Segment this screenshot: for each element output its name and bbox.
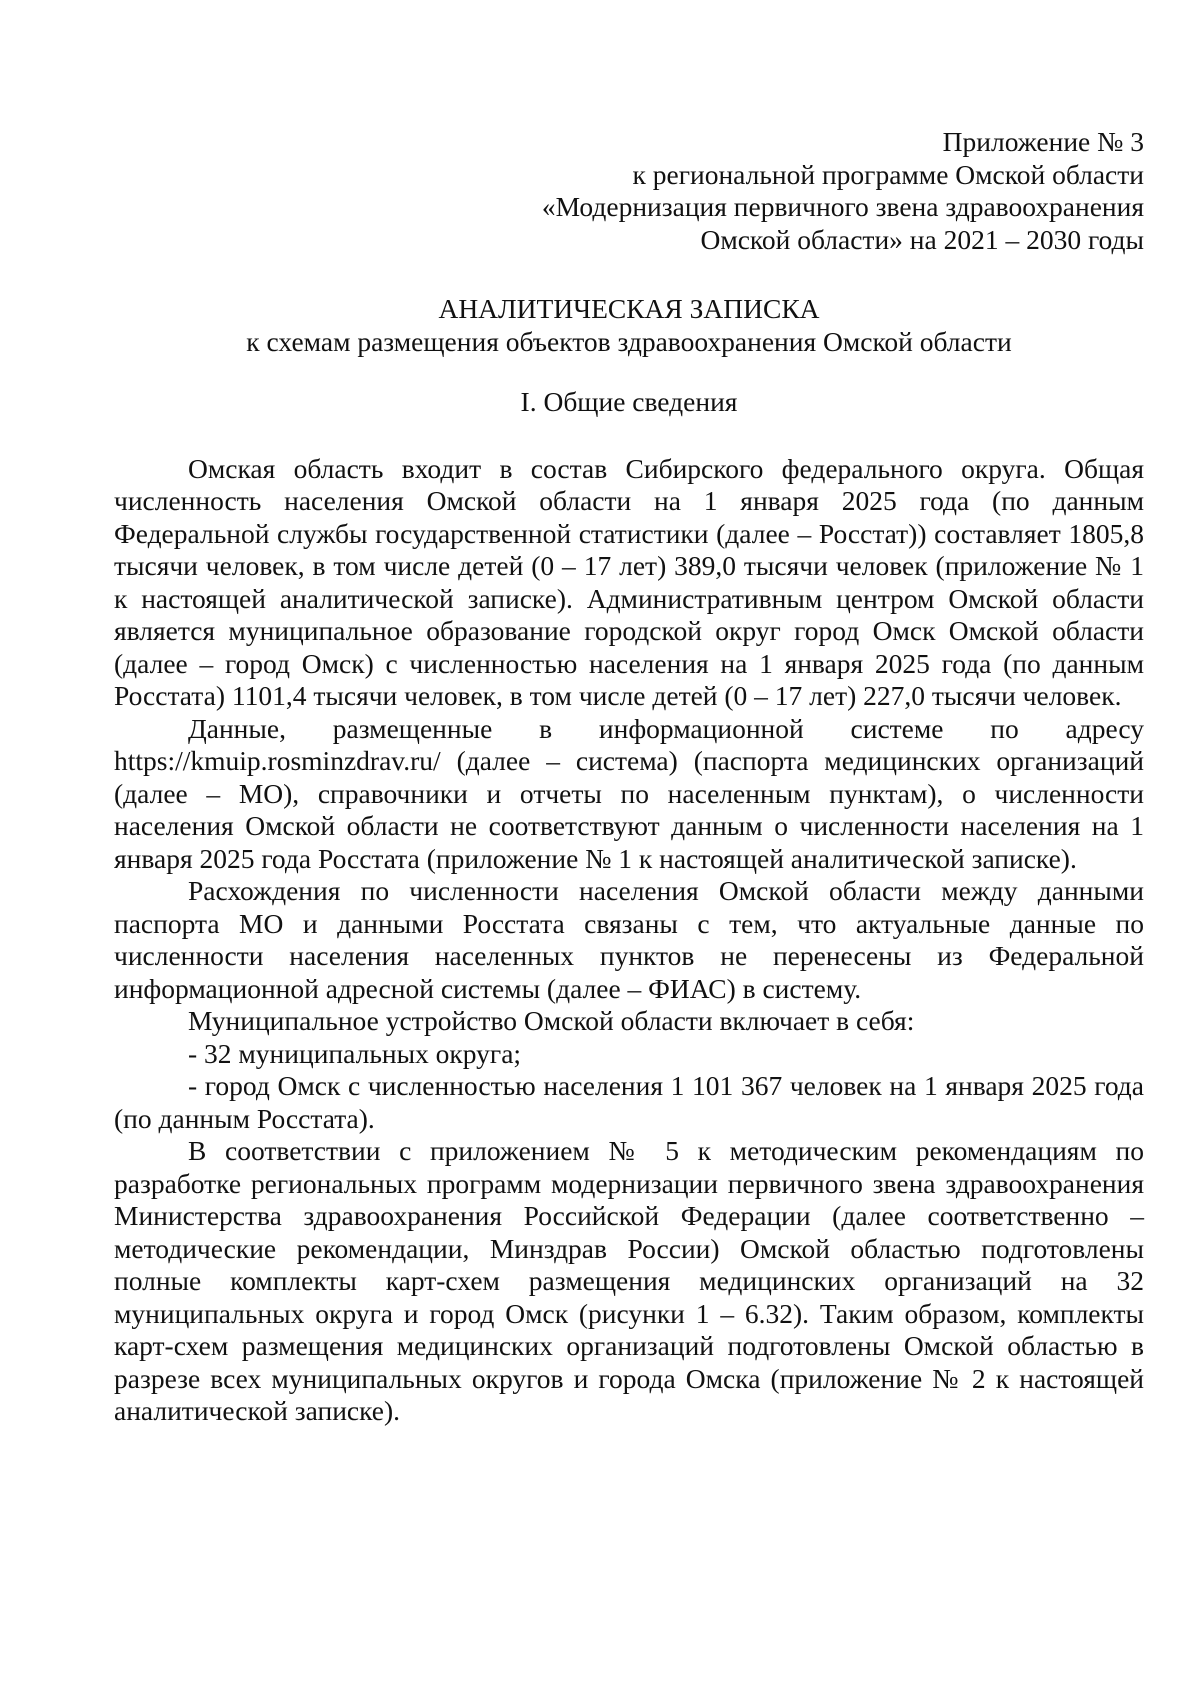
document-title-block — [114, 293, 1144, 358]
paragraph-3: Расхождения по численности населения Омской области между данными паспорта МО и данными Росстата связаны с тем, что актуальные данные по численности населения населенных пунктов не перенесены из Федеральной информационной адресной системы (далее – ФИАС) в систему. — [114, 875, 1144, 1004]
document-page — [114, 126, 1144, 1428]
list-item-1: - 32 муниципальных округа; — [188, 1037, 522, 1069]
appendix-line-3: «Модернизация первичного звена здравоохранения — [541, 191, 1144, 222]
list-item-2: - город Омск с численностью населения 1 101 367 человек на 1 января 2025 года (по данным Росстата). — [114, 1070, 1144, 1134]
appendix-header — [114, 126, 1144, 256]
paragraph-1: Омская область входит в состав Сибирского федерального округа. Общая численность населения Омской области на 1 января 2025 года (по данным Федеральной службы государственной статистики (далее – Росстат)) составляет 1805,8 тысячи человек, в том числе детей (0 – 17 лет) 389,0 тысячи человек (приложение № 1 к настоящей аналитической записке). Административным центром Омской области является муниципальное образование городской округ город Омск Омской области (далее – город Омск) с численностью населения на 1 января 2025 года (по данным Росстата) 1101,4 тысячи человек, в том числе детей (0 – 17 лет) 227,0 тысячи человек. — [114, 452, 1144, 711]
section-heading: I. Общие сведения — [520, 386, 738, 417]
paragraph-2: Данные, размещенные в информационной системе по адресу https://kmuip.rosminzdrav.ru/ (далее – система) (паспорта медицинских организаций (далее – МО), справочники и отчеты по населенным пунктам), о численности населения Омской области не соответствуют данным о численности населения на 1 января 2025 года Росстата (приложение № 1 к настоящей аналитической записке). — [114, 712, 1144, 874]
paragraph-5: В соответствии с приложением № 5 к методическим рекомендациям по разработке региональных программ модернизации первичного звена здравоохранения Министерства здравоохранения Российской Федерации (далее соответственно – методические рекомендации, Минздрав России) Омской областью подготовлены полные комплекты карт-схем размещения медицинских организаций на 32 муниципальных округа и город Омск (рисунки 1 – 6.32). Таким образом, комплекты карт-схем размещения медицинских организаций подготовлены Омской областью в разрезе всех муниципальных округов и города Омска (приложение № 2 к настоящей аналитической записке). — [114, 1135, 1144, 1426]
paragraph-4: Муниципальное устройство Омской области включает в себя: — [188, 1005, 915, 1036]
document-subtitle: к схемам размещения объектов здравоохранения Омской области — [246, 325, 1012, 357]
document-body — [114, 453, 1144, 1428]
appendix-line-4: Омской области» на 2021 – 2030 годы — [700, 223, 1144, 255]
document-title: АНАЛИТИЧЕСКАЯ ЗАПИСКА — [438, 293, 820, 324]
appendix-line-2: к региональной программе Омской области — [632, 158, 1144, 190]
appendix-line-1: Приложение № 3 — [942, 126, 1144, 157]
